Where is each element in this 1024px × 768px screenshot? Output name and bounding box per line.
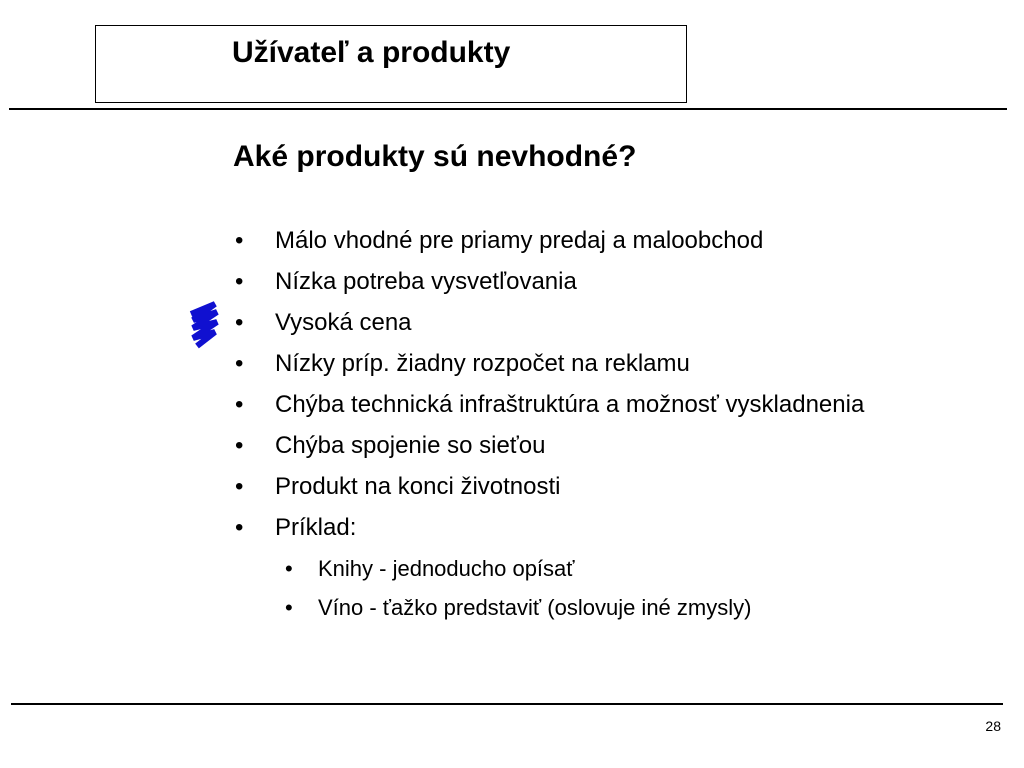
- top-divider: [9, 108, 1007, 110]
- bullet-marker: •: [235, 227, 244, 254]
- page-number: 28: [985, 718, 1001, 734]
- squiggle-arrow-icon: [185, 300, 225, 352]
- sub-list-item-text: Knihy - jednoducho opísať: [318, 556, 575, 581]
- bullet-marker: •: [235, 391, 244, 418]
- sub-list-item-text: Víno - ťažko predstaviť (oslovuje iné zmysly): [318, 595, 752, 620]
- list-item-text: Chýba spojenie so sieťou: [275, 432, 546, 459]
- list-item-text: Nízka potreba vysvetľovania: [275, 268, 577, 295]
- list-item-text: Vysoká cena: [275, 309, 412, 336]
- list-item-text: Nízky príp. žiadny rozpočet na reklamu: [275, 350, 690, 377]
- bullet-marker: •: [235, 432, 244, 459]
- list-item-text: Príklad:: [275, 514, 357, 541]
- bullet-marker: •: [285, 556, 293, 581]
- list-item-text: Produkt na konci životnosti: [275, 473, 561, 500]
- bullet-marker: •: [235, 514, 244, 541]
- bullet-marker: •: [235, 350, 244, 377]
- bullet-marker: •: [285, 595, 293, 620]
- list-item-text: Chýba technická infraštruktúra a možnosť vyskladnenia: [275, 391, 865, 418]
- bullet-marker: •: [235, 268, 244, 295]
- slide-title: Užívateľ a produkty: [232, 36, 511, 69]
- bottom-divider: [11, 703, 1003, 705]
- slide-heading: Aké produkty sú nevhodné?: [233, 140, 637, 173]
- list-item-text: Málo vhodné pre priamy predaj a maloobchod: [275, 227, 764, 254]
- bullet-marker: •: [235, 473, 244, 500]
- bullet-marker: •: [235, 309, 244, 336]
